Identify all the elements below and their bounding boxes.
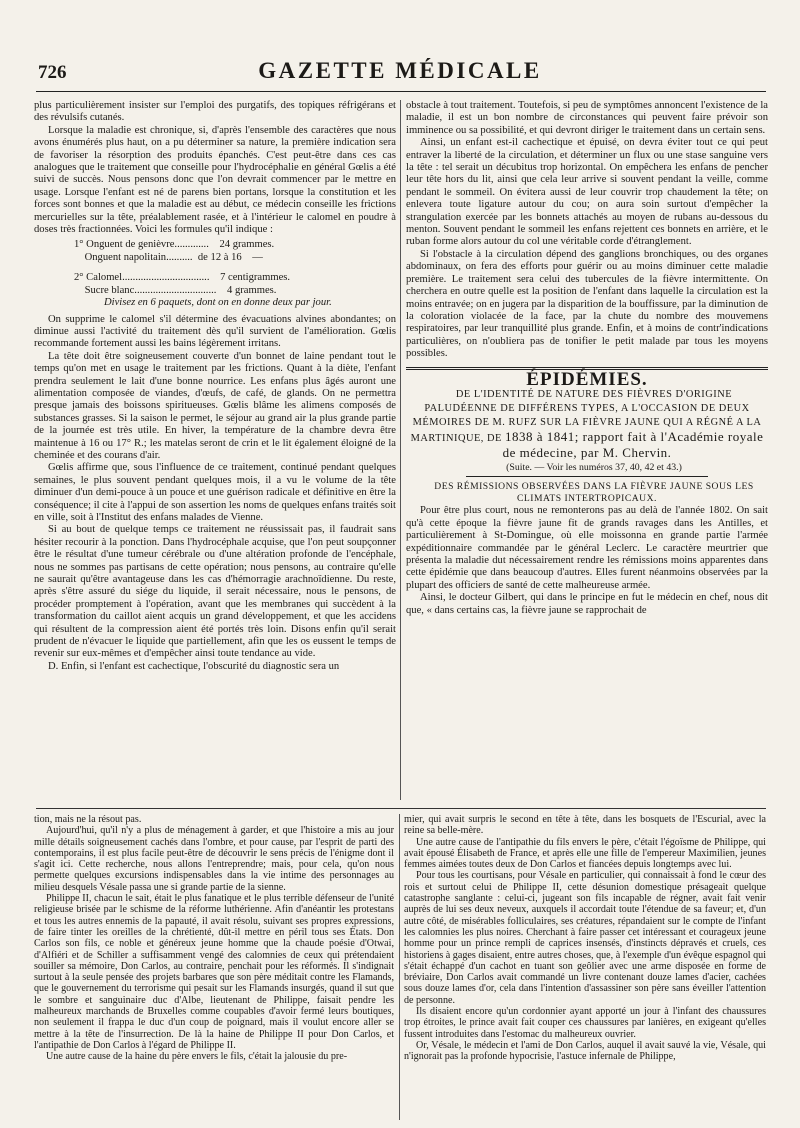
feuilleton-left-column <box>34 814 394 1120</box>
paragraph: Ils disaient encore qu'un cordonnier ayant apporté un jour à l'infant des chaussures trop étroites, le prince avait fait couper ces chaussures par lanières, en exigeant qu'elles fussent introduites dans l'estomac du malheureux ouvrier. <box>404 1006 766 1040</box>
paragraph: Pour tous les courtisans, pour Vésale en particulier, qui connaissait à fond le cœur des rois et surtout celui de Philippe II, cette désunion domestique présageait quelque catastrophe sanglante : celui-ci, jugeant son fils incapable de régner, avait fait venir auprès de lui ses deux neveux, auxquels il accordait toute l'étendue de sa faveur; et, d'un autre côté, de misérables folliculaires, ses créatures, répandaient sur le compte de l'infant les calomnies les plus noires. Cherchant à faire passer cet intéressant et courageux jeune homme pour un prince rempli de caprices insensés, d'instincts dépravés et cruels, ces historiens à gages disaient, entre autres choses, que, à l'exemple d'un évêque espagnol qui s'était échappé d'un cachot en tuant son geôlier avec une arme disposée en forme de bréviaire, Don Carlos avait commandé un livre contenant douze lames d'acier, cachées sous douze lames d'or, cela dans l'intention d'assassiner son père sans éveiller l'attention de personne. <box>404 870 766 1006</box>
right-column <box>406 100 768 800</box>
paragraph: La tête doit être soigneusement couverte d'un bonnet de laine pendant tout le temps qu'on met en usage le traitement par les frictions. Quant à la diète, l'enfant prendra seulement le lait d'une bonne nourrice. Les enfans plus âgés auront une alimentation composée de viandes, d'œufs, de café, de glands. On ne permettra presque jamais des boissons spiritueuses. Gœlis blâme les alimens composés de substances grasses. Si la saison le permet, le séjour au grand air la plus grande partie de la journée est très utile. En hiver, la température de la chambre devra être maintenue à 16 ou 17° R.; les matelas seront de crin et le lit également éloigné de la cheminée et des courans d'air. <box>34 350 396 461</box>
feuilleton-right-column <box>404 814 766 1120</box>
feuilleton-rule <box>36 808 766 809</box>
formula-note: Divisez en 6 paquets, dont on en donne deux par jour. <box>104 297 332 309</box>
column-divider <box>400 100 401 800</box>
article-title <box>406 388 768 462</box>
left-column <box>34 100 396 800</box>
paragraph: Ainsi, le docteur Gilbert, qui dans le principe en fut le médecin en chef, nous dit que, « dans certains cas, la fièvre jaune se rapprochait de <box>406 592 768 616</box>
page-header <box>0 0 800 100</box>
formula-line: Sucre blanc............................... 4 grammes. <box>74 284 277 296</box>
header-rule <box>36 91 766 92</box>
paragraph: Pour être plus court, nous ne remonterons pas au delà de l'année 1802. On sait qu'à cette époque la fièvre jaune fit de grands ravages dans les Antilles, et particulièrement à St-Domingue, où elle moissonna en grande partie l'armée expéditionnaire commandée par le général Leclerc. Le caractère meurtrier que présenta la maladie dut nécessairement rendre les rémissions moins apparentes dans cette épidémie que dans beaucoup d'autres. Elles furent néanmoins observées par la plupart des officiers de santé de cette malheureuse armée. <box>406 505 768 591</box>
page-number: 726 <box>38 62 67 83</box>
section-heading: ÉPIDÉMIES. <box>526 368 648 390</box>
paragraph: Lorsque la maladie est chronique, si, d'après l'ensemble des caractères que nous avons énumérés plus haut, on a pu déterminer sa nature, la première indication sera de favoriser la résorption des produits épanchés. C'est peut-être dans ces cas analogues que le traitement que conseille pour l'hydrocéphalie en général Gœlis a été suivi de succès. Nous pensons donc que l'on devrait commencer par le mettre en usage. Lorsque l'enfant est né de parens bien portans, lorsque la constitution et les forces sont bonnes et que la maladie est au début, ce médecin conseille les frictions mercurielles sur la tête, préalablement rasée, et à l'intérieur le calomel en poudre à doses très fractionnées. Voici les formules qu'il indique : <box>34 124 396 236</box>
paragraph: Aujourd'hui, qu'il n'y a plus de ménagement à garder, et que l'histoire a mis au jour mille détails soigneusement cachés dans l'ombre, et pour cause, par l'esprit de parti des contemporains, il est plus facile peut-être de découvrir le sens précis de l'énigme dont il s'agit ici. Cette recherche, nous allons l'entreprendre; mais, pour cela, qu'on nous permette quelques excursions indispensables dans la vie intime des personnages au milieu desquels Vésale passa une si grande partie de la sienne. <box>34 825 394 893</box>
paragraph: Une autre cause de la haine du père envers le fils, c'était la jalousie du pre- <box>46 1051 348 1063</box>
formula-gap <box>74 264 396 272</box>
paragraph: Si l'obstacle à la circulation dépend des ganglions bronchiques, ou des organes abdominaux, on fera des efforts pour guérir ou au moins diminuer cette maladie première. Le traitement sera celui des tubercules de la fièvre intermittente. On cherchera en outre quelle est la position de l'enfant dans laquelle la circulation est la moins entravée; on en jugera par la disparition de la bouffissure, par la diminution de la coloration violacée de la face, par la chute du nombre des mouvemens respiratoires, par leur tranquillité plus grande. Enfin, et à moins de contr'indications particulières, on n'oubliera pas de tonifier le petit malade par tous les moyens possibles. <box>406 248 768 360</box>
article-title-part: DE L'IDENTITÉ DE NATURE DES FIÈVRES D'ORIGINE PALUDÉENNE DE DIFFÉRENS TYPES, A L'OCCASION DE DEUX MÉMOIRES DE M. RUFZ SUR LA FIÈVRE JAUNE QUI A RÉGNÉ A LA MARTINIQUE, DE <box>410 388 762 444</box>
paragraph: Une autre cause de l'antipathie du fils envers le père, c'était l'égoïsme de Philippe, qui avait épousé Élisabeth de France, et après elle une fille de l'empereur Maximilien, jeunes femmes aimées toutes deux de Don Carlos et fiancées depuis longtemps avec lui. <box>404 836 766 871</box>
formula-line: 1° Onguent de genièvre............. 24 grammes. <box>74 239 275 251</box>
article-subheading: DES RÉMISSIONS OBSERVÉES DANS LA FIÈVRE JAUNE SOUS LES CLIMATS INTERTROPICAUX. <box>434 481 754 505</box>
article-title-part: ; rapport fait à l'Académie royale de médecine, par M. Chervin. <box>502 428 764 460</box>
paragraph: tion, mais ne la résout pas. <box>34 814 142 825</box>
paragraph: plus particulièrement insister sur l'emploi des purgatifs, des topiques réfrigérans et des révulsifs cutanés. <box>34 100 396 124</box>
journal-title: GAZETTE MÉDICALE <box>258 58 542 83</box>
paragraph: Gœlis affirme que, sous l'influence de ce traitement, continué pendant quelques semaines, le plus souvent pendant quelques mois, il a vu le volume de la tête diminuer d'un demi-pouce à un pouce et une guérison radicale et définitive en être la conséquence; il cite à l'appui de son assertion les noms de quelques enfans traités soit en ville, soit à l'Institut des enfans malades de Vienne. <box>34 462 396 523</box>
paragraph: On supprime le calomel s'il détermine des évacuations alvines abondantes; on diminue aussi l'activité du traitement dès qu'il survient de l'amélioration. Gœlis recommande fortement aussi les bains légèrement irritans. <box>34 313 396 350</box>
formula-line: Onguent napolitain.......... de 12 à 16 — <box>74 251 263 263</box>
article-suite-note: (Suite. — Voir les numéros 37, 40, 42 et 43.) <box>506 461 682 473</box>
paragraph: Philippe II, chacun le sait, était le plus fanatique et le plus terrible défenseur de l'unité religieuse brisée par le schisme de la réforme luthérienne. Afin d'anéantir les protestans et tous les autres ennemis de la papauté, il avait résolu, suivant ses propres expressions, de faire tinter les oreilles de la chrétienté, dût-il mettre en péril tous ses États. Don Carlos son fils, ce noble et généreux jeune homme que la chaude poésie d'Otwai, d'Alfiéri et de Schiller a suffisamment vengé des calomnies de ceux qui prétendaient souiller sa mémoire, Don Carlos, au contraire, penchait pour les réformés. Il s'indignait surtout à la seule pensée des projets barbares que son père méditait contre les Flamands, que le gouvernement du terrorisme qui pesait sur les Flamands insurgés, quand il sut que le sombre et sanguinaire duc d'Albe, lieutenant de Philippe, faisait pendre les malheureux marchands de Bruxelles comme coupables d'avoir fermé leurs boutiques, non seulement il frappa le duc d'un coup de poignard, mais il voulut encore aller se mettre à la tête de l'insurrection. De là la haine de Philippe II pour Don Carlos, et l'antipathie de Don Carlos à l'égard de Philippe II. <box>34 893 394 1051</box>
paragraph: mier, qui avait surpris le second en tête à tête, dans les bosquets de l'Escurial, avec la reine sa belle-mère. <box>404 814 766 837</box>
formula-line: 2° Calomel................................. 7 centigrammes. <box>74 272 291 284</box>
paragraph: obstacle à tout traitement. Toutefois, si peu de symptômes annoncent l'existence de la maladie, il est un bon nombre de circonstances qui peuvent faire prévoir son imminence ou sa possibilité, et qui devront diriger le traitement dans un certain sens. <box>406 100 768 136</box>
paragraph: Ainsi, un enfant est-il cachectique et épuisé, on devra éviter tout ce qui peut entraver la liberté de la circulation, et déterminer un flux ou une stase sanguine vers la tête : tel serait un décubitus trop horizontal. On empêchera les enfans de pencher leur tête hors du lit, ainsi que cela leur arrive si souvent pendant la veille, comme pendant le sommeil. On évitera aussi de leur couvrir trop chaudement la tête; on enlevera toute ligature autour du cou; on aura soin surtout d'empêcher la strangulation exercée par les bonnets attachés au moyen de rubans au-dessous du menton. Souvent pendant le sommeil les enfans rejettent ces bonnets en arrière, et le ruban forme alors autour du col une véritable corde d'étranglement. <box>406 137 768 248</box>
paragraph: Si au bout de quelque temps ce traitement ne réussissait pas, il faudrait sans hésiter recourir à la ponction. Dans l'hydrocéphale acquise, que l'on peut soupçonner être le résultat d'une tumeur cérébrale ou d'une altération profonde de l'encéphale, nous ne sommes pas partisans de cette opération; nous pensons, au contraire qu'elle ne saurait qu'être avantageuse dans les cas d'hémorragie arachnoïdienne. Du reste, après s'être assuré du siége du liquide, il serait nécessaire, nous le pensons, de procéder promptement à l'opération, avant que les membranes qui succèdent à la transformation du caillot aient acquis un grand développement, et que les accidens qui résultent de la compression aient été portés très loin. Disons enfin qu'il serait prudent de n'évacuer le liquide que partiellement, afin que les os eussent le temps de revenir sur eux-mêmes et d'empêcher ainsi toute tendance au vide. <box>34 524 396 660</box>
article-title-years: 1838 à 1841 <box>504 428 575 444</box>
feuilleton-divider <box>399 814 400 1120</box>
paragraph: D. Enfin, si l'enfant est cachectique, l'obscurité du diagnostic sera un <box>48 660 340 672</box>
article-rule <box>466 476 708 477</box>
paragraph: Or, Vésale, le médecin et l'ami de Don Carlos, auquel il avait sauvé la vie, Vésale, qui n'ignorait pas la profonde hypocrisie, l'astuce infernale de Philippe, <box>404 1039 766 1063</box>
formula-block <box>74 239 396 309</box>
